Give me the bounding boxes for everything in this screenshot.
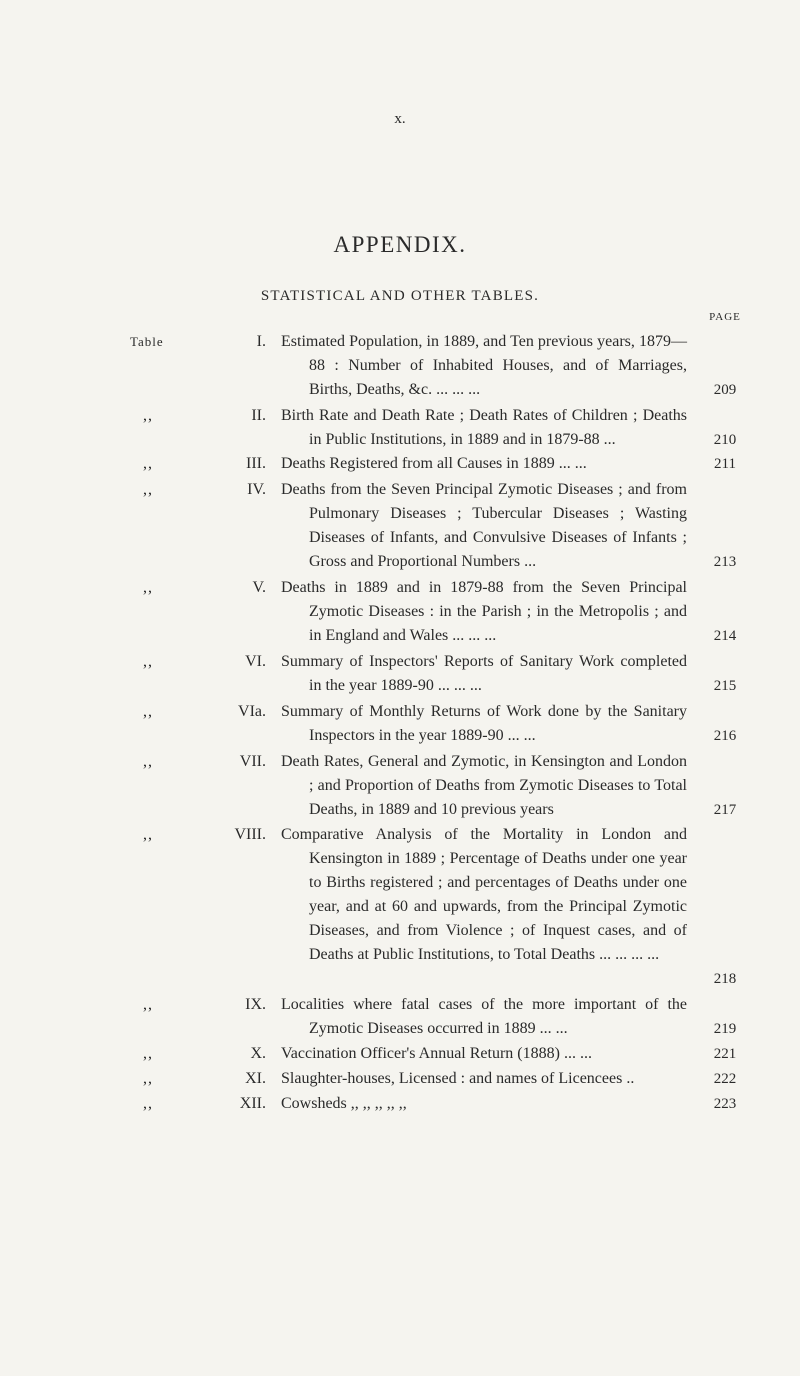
toc-entry <box>0 750 800 822</box>
entry-number: XI. <box>245 1070 266 1087</box>
entry-number: VI. <box>245 653 266 670</box>
entry-page: 219 <box>713 1021 737 1037</box>
entry-text: Birth Rate and Death Rate ; Death Rates of Children ; Deaths in Public Institutions, in 1889 and in 1879-88 ... <box>281 407 687 448</box>
entry-page: 222 <box>713 1071 737 1087</box>
toc-entry <box>0 478 800 574</box>
toc-entry <box>0 823 800 991</box>
entry-number: XII. <box>239 1095 266 1112</box>
page-title: APPENDIX. <box>333 232 467 257</box>
entry-prefix: ,, <box>143 481 153 498</box>
entry-prefix: ,, <box>143 653 153 670</box>
entry-number: III. <box>246 455 266 472</box>
entry-prefix: ,, <box>143 579 153 596</box>
toc-entry <box>0 993 800 1041</box>
entry-number: X. <box>250 1045 266 1062</box>
entry-text: Summary of Monthly Returns of Work done by the Sanitary Inspectors in the year 1889-90 ... ... <box>281 703 687 744</box>
entry-prefix: ,, <box>143 753 153 770</box>
entry-text: Comparative Analysis of the Mortality in London and Kensington in 1889 ; Percentage of Deaths under one year to Births registered ; and percentages of Deaths under one year, and at 60 and upwards, from the Principal Zymotic Diseases, and from Violence ; of Inquest cases, and of Deaths at Public Institutions, to Total Deaths ... ... ... ... <box>281 826 687 963</box>
entry-number: I. <box>256 333 266 350</box>
entry-text: Vaccination Officer's Annual Return (1888) ... ... <box>281 1045 592 1062</box>
toc-entry <box>0 1092 800 1116</box>
page-subtitle: STATISTICAL AND OTHER TABLES. <box>260 288 540 304</box>
entry-number: VIa. <box>238 703 266 720</box>
table-of-contents <box>0 330 800 1116</box>
entry-page: 215 <box>713 678 737 694</box>
entry-number: IX. <box>245 996 266 1013</box>
entry-page: 217 <box>713 802 737 818</box>
entry-prefix: ,, <box>143 996 153 1013</box>
toc-entry <box>0 1042 800 1066</box>
entry-number: II. <box>251 407 266 424</box>
entry-number: VIII. <box>234 826 266 843</box>
entry-prefix: ,, <box>143 826 153 843</box>
entry-page: 211 <box>714 456 736 472</box>
entry-page: 221 <box>713 1046 737 1062</box>
entry-page: 209 <box>713 382 737 398</box>
entry-page: 213 <box>713 554 737 570</box>
toc-entry <box>0 404 800 452</box>
entry-page: 210 <box>713 432 737 448</box>
toc-entry <box>0 576 800 648</box>
toc-entry <box>0 452 800 476</box>
entry-prefix: ,, <box>143 1070 153 1087</box>
entry-text: Deaths Registered from all Causes in 1889 ... ... <box>281 455 587 472</box>
entry-text: Deaths from the Seven Principal Zymotic Diseases ; and from Pulmonary Diseases ; Tubercular Diseases ; Wasting Diseases of Infants, and Convulsive Diseases of Infants ; Gross and Proportional Numbers ... <box>281 481 687 570</box>
entry-page: 214 <box>713 628 737 644</box>
entry-text: Summary of Inspectors' Reports of Sanitary Work completed in the year 1889-90 ... ... ... <box>281 653 687 694</box>
entry-number: IV. <box>247 481 266 498</box>
entry-prefix: ,, <box>143 1095 153 1112</box>
entry-text: Death Rates, General and Zymotic, in Kensington and London ; and Proportion of Deaths from Zymotic Diseases to Total Deaths, in 1889 and 10 previous years <box>281 753 687 818</box>
entry-prefix: ,, <box>143 1045 153 1062</box>
toc-entry <box>0 700 800 748</box>
entry-number: VII. <box>239 753 266 770</box>
entry-page: 218 <box>713 971 737 987</box>
page-mark: x. <box>394 111 406 127</box>
toc-entry <box>0 1067 800 1091</box>
entry-page: 216 <box>713 728 737 744</box>
entry-text: Estimated Population, in 1889, and Ten previous years, 1879—88 : Number of Inhabited Houses, and of Marriages, Births, Deaths, &c. ... ... ... <box>281 333 687 398</box>
toc-entry <box>0 650 800 698</box>
entry-prefix: ,, <box>143 407 153 424</box>
entry-prefix: ,, <box>143 703 153 720</box>
entry-page: 223 <box>713 1096 737 1112</box>
entry-text: Deaths in 1889 and in 1879-88 from the Seven Principal Zymotic Diseases : in the Parish ; in the Metropolis ; and in England and Wales ... ... ... <box>281 579 687 644</box>
toc-entry <box>0 330 800 402</box>
entry-text: Cowsheds ,, ,, ,, ,, ,, <box>281 1095 407 1112</box>
entry-number: V. <box>252 579 266 596</box>
entry-prefix: Table <box>130 334 164 349</box>
entry-text: Localities where fatal cases of the more important of the Zymotic Diseases occurred in 1889 ... ... <box>281 996 687 1037</box>
page-column-header: PAGE <box>709 311 741 323</box>
entry-text: Slaughter-houses, Licensed : and names of Licencees .. <box>281 1070 635 1087</box>
entry-prefix: ,, <box>143 455 153 472</box>
